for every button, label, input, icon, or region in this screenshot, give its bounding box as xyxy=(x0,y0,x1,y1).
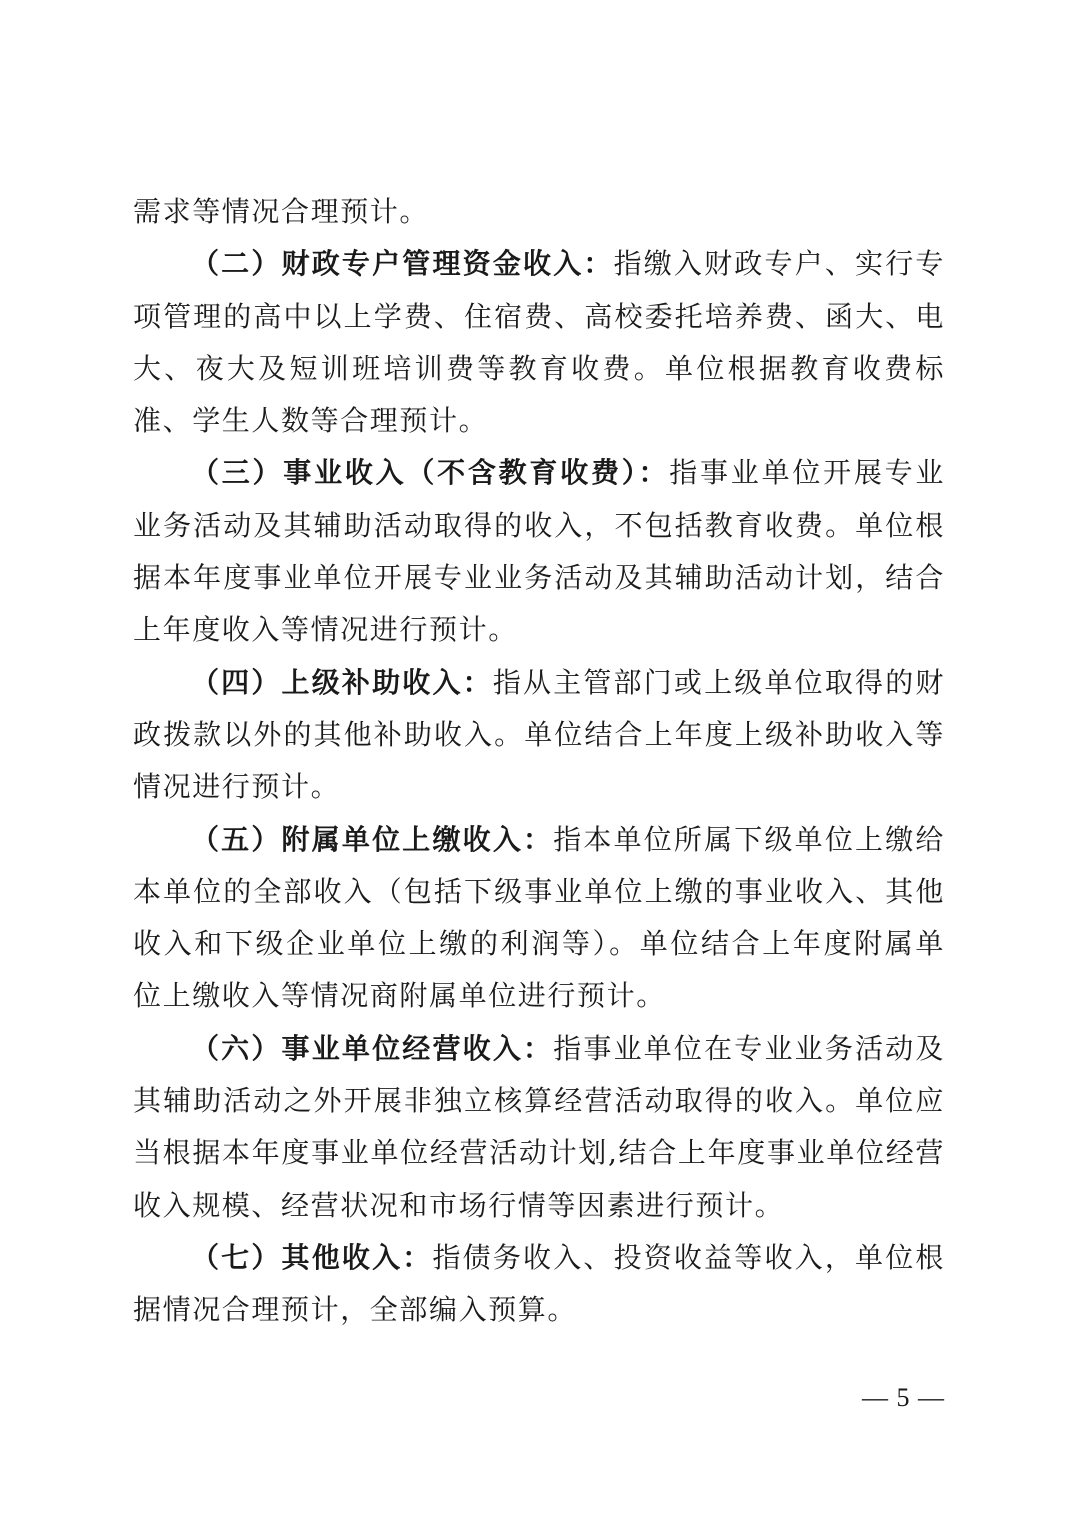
paragraph-body: 指事业单位开展专业业务活动及其辅助活动取得的收入，不包括教育收费。单位根据本年度事业单位开展专业业务活动及其辅助活动计划，结合上年度收入等情况进行预计。 xyxy=(133,456,945,647)
page-number: — 5 — xyxy=(862,1383,945,1412)
paragraph-heading: （六）事业单位经营收入： xyxy=(191,1031,554,1065)
paragraph-affiliated-unit-income xyxy=(133,814,945,1023)
paragraph-heading: （三）事业收入（不含教育收费）： xyxy=(191,456,670,490)
paragraph-body: 指本单位所属下级单位上缴给本单位的全部收入（包括下级事业单位上缴的事业收入、其他收入和下级企业单位上缴的利润等）。单位结合上年度附属单位上缴收入等情况商附属单位进行预计。 xyxy=(133,822,945,1013)
paragraph-other-income xyxy=(133,1232,945,1337)
paragraph-continuation xyxy=(133,186,945,238)
paragraph-body: 指债务收入、投资收益等收入，单位根据情况合理预计，全部编入预算。 xyxy=(133,1240,945,1327)
paragraph-operating-income xyxy=(133,1023,945,1232)
paragraph-superior-subsidy-income xyxy=(133,657,945,814)
paragraph-heading: （五）附属单位上缴收入： xyxy=(191,822,554,856)
paragraph-body: 指缴入财政专户、实行专项管理的高中以上学费、住宿费、高校委托培养费、函大、电大、夜大及短训班培训费等教育收费。单位根据教育收费标准、学生人数等合理预计。 xyxy=(133,247,945,438)
paragraph-heading: （二）财政专户管理资金收入： xyxy=(191,247,614,281)
paragraph-body: 需求等情况合理预计。 xyxy=(133,195,430,228)
paragraph-business-income xyxy=(133,447,945,656)
paragraph-fiscal-account-income xyxy=(133,238,945,447)
paragraph-body: 指从主管部门或上级单位取得的财政拨款以外的其他补助收入。单位结合上年度上级补助收入等情况进行预计。 xyxy=(133,665,945,804)
paragraph-heading: （七）其他收入： xyxy=(191,1240,433,1274)
paragraph-heading: （四）上级补助收入： xyxy=(191,665,493,699)
paragraph-body: 指事业单位在专业业务活动及其辅助活动之外开展非独立核算经营活动取得的收入。单位应当根据本年度事业单位经营活动计划,结合上年度事业单位经营收入规模、经营状况和市场行情等因素进行预计。 xyxy=(133,1031,945,1222)
document-page xyxy=(133,186,945,1337)
